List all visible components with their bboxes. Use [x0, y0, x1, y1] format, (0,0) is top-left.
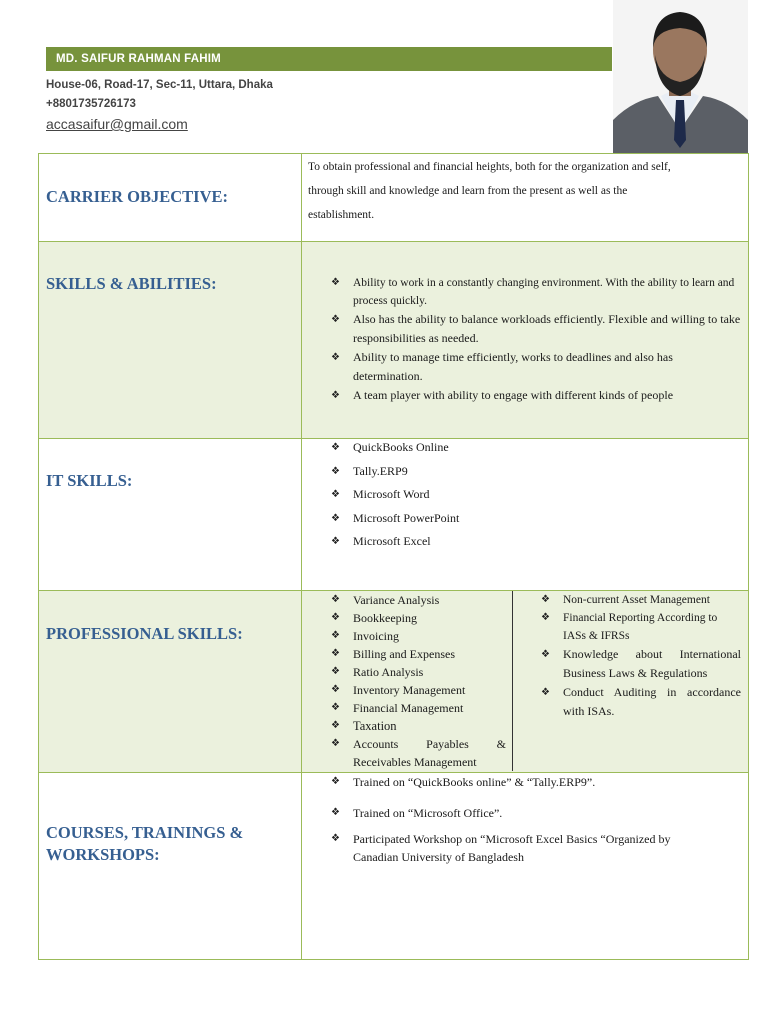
heading-skills: SKILLS & ABILITIES:: [46, 274, 217, 293]
list-item: ❖ Billing and Expenses: [331, 647, 455, 661]
row-it-skills: [38, 438, 749, 591]
list-item: ❖ Variance Analysis: [331, 593, 440, 607]
it-skills-list: [331, 436, 631, 554]
list-item: ❖ Trained on “QuickBooks online” & “Tally.ERP9”.: [331, 775, 596, 789]
courses-list: [331, 773, 711, 866]
skills-list: [331, 274, 743, 405]
list-item: ❖ Tally.ERP9: [331, 463, 408, 478]
list-item: ❖ A team player with ability to engage with different kinds of people: [331, 388, 674, 402]
list-item: ❖ Accounts Payables & Receivables Management: [331, 737, 506, 769]
row-skills: [38, 241, 749, 439]
list-item: ❖ Inventory Management: [331, 683, 466, 697]
objective-text: To obtain professional and financial heights, both for the organization and self, through skill and knowledge and learn from the present as well as the establishment.: [308, 161, 671, 221]
list-item: ❖ Microsoft Excel: [331, 534, 431, 548]
list-item: ❖ Trained on “Microsoft Office”.: [331, 806, 503, 820]
list-item: ❖ QuickBooks Online: [331, 440, 449, 454]
list-item: ❖ Invoicing: [331, 629, 399, 643]
list-item: ❖ Non-current Asset Management: [541, 594, 710, 606]
list-item: ❖ Also has the ability to balance workloads efficiently. Flexible and willing to take responsibilities as needed.: [331, 312, 741, 345]
list-item: ❖ Microsoft Word: [331, 487, 430, 501]
phone-number: +8801735726173: [46, 98, 136, 110]
heading-courses: COURSES, TRAININGS & WORKSHOPS:: [46, 823, 244, 864]
row-professional: [38, 590, 749, 773]
full-name: MD. SAIFUR RAHMAN FAHIM: [56, 53, 221, 65]
column-divider: [512, 591, 513, 771]
list-item: ❖ Participated Workshop on “Microsoft Excel Basics “Organized by Canadian University of Bangladesh: [331, 832, 671, 864]
row-courses: [38, 772, 749, 960]
list-item: ❖ Ability to work in a constantly changing environment. With the ability to learn and process quickly.: [331, 277, 735, 307]
row-objective: [38, 153, 749, 242]
professional-list-left: [331, 591, 506, 771]
name-banner: [46, 47, 612, 71]
profile-photo: [613, 0, 748, 154]
heading-professional: PROFESSIONAL SKILLS:: [46, 624, 243, 643]
list-item: ❖ Microsoft PowerPoint: [331, 510, 460, 525]
address: House-06, Road-17, Sec-11, Uttara, Dhaka: [46, 79, 273, 91]
heading-it-skills: IT SKILLS:: [46, 471, 133, 490]
heading-objective: CARRIER OBJECTIVE:: [46, 187, 228, 206]
list-item: ❖ Ratio Analysis: [331, 665, 424, 679]
professional-list-right: [541, 591, 741, 721]
list-item: ❖ Ability to manage time efficiently, works to deadlines and also has determination.: [331, 350, 673, 383]
list-item: ❖ Financial Management: [331, 701, 464, 715]
list-item: ❖ Financial Reporting According to IASs & IFRSs: [541, 612, 718, 642]
email-link[interactable]: accasaifur@gmail.com: [46, 116, 188, 132]
list-item: ❖ Taxation: [331, 719, 397, 733]
list-item: ❖ Conduct Auditing in accordance with ISAs.: [541, 685, 741, 718]
list-item: ❖ Bookkeeping: [331, 611, 417, 625]
list-item: ❖ Knowledge about International Business Laws & Regulations: [541, 647, 741, 680]
